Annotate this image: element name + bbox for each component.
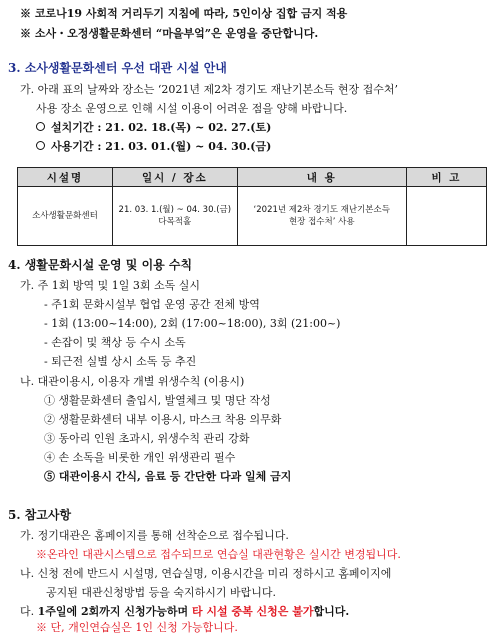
facility-table xyxy=(17,167,487,246)
remark-cell xyxy=(406,187,486,246)
list-item: ② 생활문화센터 내부 이용시, 마스크 착용 의무화 xyxy=(44,413,282,426)
facility-cell: 소사생활문화센터 xyxy=(18,187,113,246)
list-item: - 손잡이 및 책상 등 수시 소독 xyxy=(44,336,186,349)
section3-intro-line2: 사용 장소 운영으로 인해 시설 이용이 어려운 점을 양해 바랍니다. xyxy=(36,102,348,115)
section5-na-line1: 나. 신청 전에 반드시 시설명, 연습실명, 이용시간을 미리 정하시고 홈페이지에 xyxy=(20,567,392,580)
list-item: ③ 동아리 인원 초과시, 위생수칙 관리 강화 xyxy=(44,432,250,445)
section4-ga: 가. 주 1회 방역 및 1일 3회 소독 실시 xyxy=(20,279,200,292)
list-item: - 1회 (13:00~14:00), 2회 (17:00~18:00), 3회 (21:00~) xyxy=(44,317,341,330)
section3-intro-line1: 가. 아래 표의 날짜와 장소는 ‘2021년 제2차 경기도 재난기본소득 현장 접수처’ xyxy=(20,83,398,96)
table-header: 일시 / 장소 xyxy=(112,168,237,187)
list-item: ① 생활문화센터 출입시, 발열체크 및 명단 작성 xyxy=(44,394,271,407)
section5-heading: 5. 참고사항 xyxy=(8,508,72,522)
section5-da-note: ※ 단, 개인연습실은 1인 신청 가능합니다. xyxy=(36,621,238,634)
table-header: 내 용 xyxy=(237,168,406,187)
table-header: 비 고 xyxy=(406,168,486,187)
use-period: 사용기간 : 21. 03. 01.(월) ~ 04. 30.(금) xyxy=(36,140,271,154)
datetime-cell: 21. 03. 1.(월) ~ 04. 30.(금) 다목적홀 xyxy=(112,187,237,246)
section4-na: 나. 대관이용시, 이용자 개별 위생수칙 (이용시) xyxy=(20,375,245,388)
circle-bullet-icon xyxy=(36,141,45,150)
circle-bullet-icon xyxy=(36,122,45,131)
list-item: - 퇴근전 실별 상시 소독 등 추진 xyxy=(44,355,197,368)
section5-da: 다. 1주일에 2회까지 신청가능하며 타 시설 중복 신청은 불가합니다. xyxy=(20,605,350,618)
section5-ga-note: ※온라인 대관시스템으로 접수되므로 연습실 대관현황은 실시간 변경됩니다. xyxy=(36,548,401,561)
content-cell: ‘2021년 제2차 경기도 재난기본소득 현장 접수처’ 사용 xyxy=(237,187,406,246)
section3-heading: 3. 소사생활문화센터 우선 대관 시설 안내 xyxy=(8,61,227,75)
table-row xyxy=(18,187,487,246)
list-item-emphasis: ⑤ 대관이용시 간식, 음료 등 간단한 다과 일체 금지 xyxy=(44,470,292,483)
section5-ga: 가. 정기대관은 홈페이지를 통해 선착순으로 접수됩니다. xyxy=(20,529,289,542)
covid-notice: ※ 코로나19 사회적 거리두기 지침에 따라, 5인이상 집합 금지 적용 xyxy=(20,7,348,20)
list-item: - 주1회 문화시설부 협업 운영 공간 전체 방역 xyxy=(44,298,260,311)
section5-na-line2: 공지된 대관신청방법 등을 숙지하시기 바랍니다. xyxy=(46,586,277,599)
table-header-row xyxy=(18,168,487,187)
list-item: ④ 손 소독을 비롯한 개인 위생관리 필수 xyxy=(44,451,236,464)
table-header: 시설명 xyxy=(18,168,113,187)
section4-heading: 4. 생활문화시설 운영 및 이용 수칙 xyxy=(8,258,193,272)
kitchen-closure-notice: ※ 소사・오정생활문화센터 “마을부엌”은 운영을 중단합니다. xyxy=(20,27,319,40)
install-period: 설치기간 : 21. 02. 18.(목) ~ 02. 27.(토) xyxy=(36,121,271,135)
